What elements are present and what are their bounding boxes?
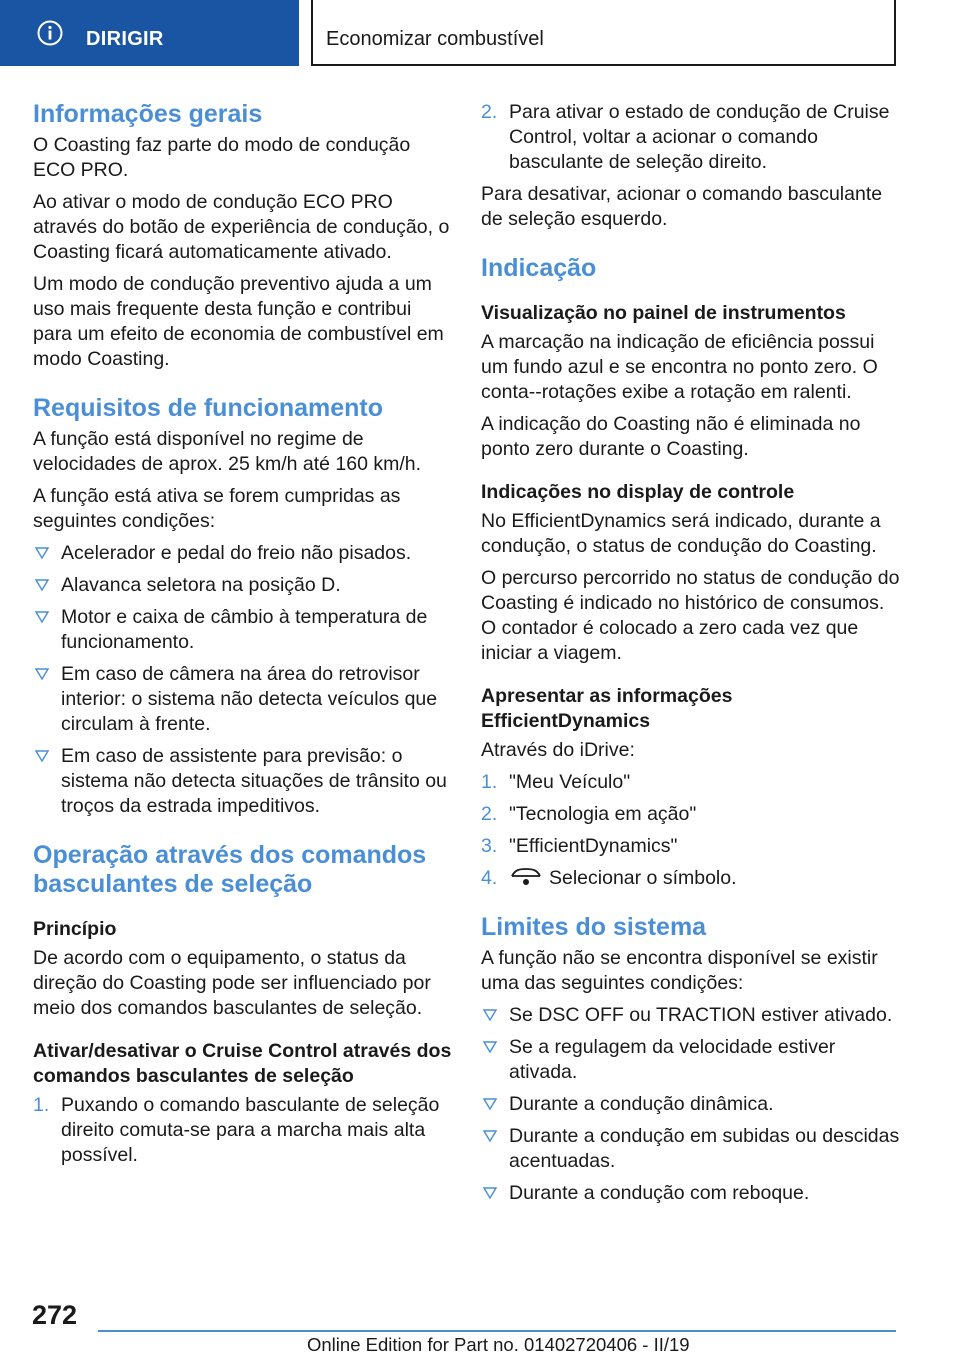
step-number: 1. <box>33 1094 50 1116</box>
triangle-bullet-icon <box>483 1008 497 1022</box>
paragraph: Ao ativar o modo de condução ECO PRO através do botão de experiência de condução, o Coasting ficará automaticamente ativado. <box>33 191 450 263</box>
step-number: 1. <box>481 771 498 793</box>
paragraph: Um modo de condução preventivo ajuda a um uso mais frequente desta função e contribui para um efeito de economia de combustível em modo Coasting. <box>33 273 444 370</box>
paragraph: No EfficientDynamics será indicado, durante a condução, o status de condução do Coasting. <box>481 510 881 557</box>
page-header <box>0 0 960 66</box>
steps-list <box>33 1093 453 1168</box>
paragraph: A função está disponível no regime de velocidades de aprox. 25 km/h até 160 km/h. <box>33 428 422 475</box>
limits-list <box>481 1003 901 1206</box>
conditions-list <box>33 541 453 819</box>
subheading-toggle: Ativar/desativar o Cruise Control através dos comandos basculantes de seleção <box>33 1040 452 1087</box>
subheading-control-display: Indicações no display de controle <box>481 481 795 503</box>
heading-requirements: Requisitos de funcionamento <box>33 394 384 422</box>
list-item: Motor e caixa de câmbio à temperatura de funcionamento. <box>33 605 453 655</box>
chapter-title: Economizar combustível <box>326 28 544 50</box>
list-item: 3. "EfficientDynamics" <box>481 835 678 857</box>
heading-display: Indicação <box>481 254 597 282</box>
info-icon <box>37 20 63 46</box>
triangle-bullet-icon <box>35 667 49 681</box>
paragraph: O Coasting faz parte do modo de condução ECO PRO. <box>33 134 411 181</box>
list-item: Alavanca seletora na posição D. <box>33 573 453 598</box>
triangle-bullet-icon <box>483 1040 497 1054</box>
triangle-bullet-icon <box>35 546 49 560</box>
list-item: Durante a condução dinâmica. <box>481 1092 901 1117</box>
list-item: 1. "Meu Veículo" <box>481 771 631 793</box>
list-item: Em caso de assistente para previsão: o sistema não detecta situações de trânsito ou troços da estrada impeditivos. <box>33 744 453 819</box>
menu-steps-list <box>481 770 901 891</box>
heading-general-info: Informações gerais <box>33 100 263 128</box>
paragraph: A função não se encontra disponível se existir uma das seguintes condições: <box>481 947 878 994</box>
triangle-bullet-icon <box>483 1097 497 1111</box>
heading-operation: Operação através dos comandos basculantes de seleção <box>33 841 427 898</box>
paragraph: O percurso percorrido no status de condução do Coasting é indicado no histórico de consumos. O contador é colocado a zero cada vez que iniciar a viagem. <box>481 567 900 664</box>
subheading-principle: Princípio <box>33 918 117 940</box>
paragraph: De acordo com o equipamento, o status da direção do Coasting pode ser influenciado por meio dos comandos basculantes de seleção. <box>33 947 431 1019</box>
heading-limits: Limites do sistema <box>481 913 707 941</box>
triangle-bullet-icon <box>35 610 49 624</box>
triangle-bullet-icon <box>483 1129 497 1143</box>
list-item: Durante a condução em subidas ou descidas acentuadas. <box>481 1124 901 1174</box>
section-label: DIRIGIR <box>86 28 164 50</box>
step-number: 2. <box>481 803 498 825</box>
triangle-bullet-icon <box>483 1186 497 1200</box>
triangle-bullet-icon <box>35 578 49 592</box>
list-item: 4. Selecionar o símbolo. <box>481 867 737 889</box>
list-item: Se a regulagem da velocidade estiver ativada. <box>481 1035 901 1085</box>
paragraph: A marcação na indicação de eficiência possui um fundo azul e se encontra no ponto zero. O conta--rotações exibe a rotação em ralenti. <box>481 331 878 403</box>
list-item: Em caso de câmera na área do retrovisor interior: o sistema não detecta veículos que circulam à frente. <box>33 662 453 737</box>
coasting-car-icon <box>509 867 543 887</box>
list-item: 2. "Tecnologia em ação" <box>481 803 697 825</box>
left-column <box>33 100 453 1175</box>
steps-list <box>481 100 901 175</box>
step-number: 3. <box>481 835 498 857</box>
paragraph: Para desativar, acionar o comando basculante de seleção esquerdo. <box>481 183 883 230</box>
step-number: 4. <box>481 867 498 889</box>
subheading-show-info: Apresentar as informações EfficientDynamics <box>481 685 733 732</box>
list-item: Durante a condução com reboque. <box>481 1181 901 1206</box>
footer-edition: Online Edition for Part no. 01402720406 - II/19 <box>307 1334 690 1355</box>
paragraph: A função está ativa se forem cumpridas as seguintes condições: <box>33 485 401 532</box>
step-number: 2. <box>481 101 498 123</box>
list-item: 1. Puxando o comando basculante de seleção direito comuta-se para a marcha mais alta possível. <box>33 1094 440 1166</box>
list-item: Acelerador e pedal do freio não pisados. <box>33 541 453 566</box>
section-tab <box>0 0 299 66</box>
list-item: Se DSC OFF ou TRACTION estiver ativado. <box>481 1003 901 1028</box>
right-column <box>481 100 901 1213</box>
triangle-bullet-icon <box>35 749 49 763</box>
paragraph: Através do iDrive: <box>481 739 635 761</box>
chapter-title-box <box>311 0 896 66</box>
footer-divider <box>98 1330 896 1332</box>
paragraph: A indicação do Coasting não é eliminada no ponto zero durante o Coasting. <box>481 413 861 460</box>
page-number: 272 <box>32 1300 78 1330</box>
list-item: 2. Para ativar o estado de condução de Cruise Control, voltar a acionar o comando basculante de seleção direito. <box>481 101 890 173</box>
subheading-cluster: Visualização no painel de instrumentos <box>481 302 846 324</box>
